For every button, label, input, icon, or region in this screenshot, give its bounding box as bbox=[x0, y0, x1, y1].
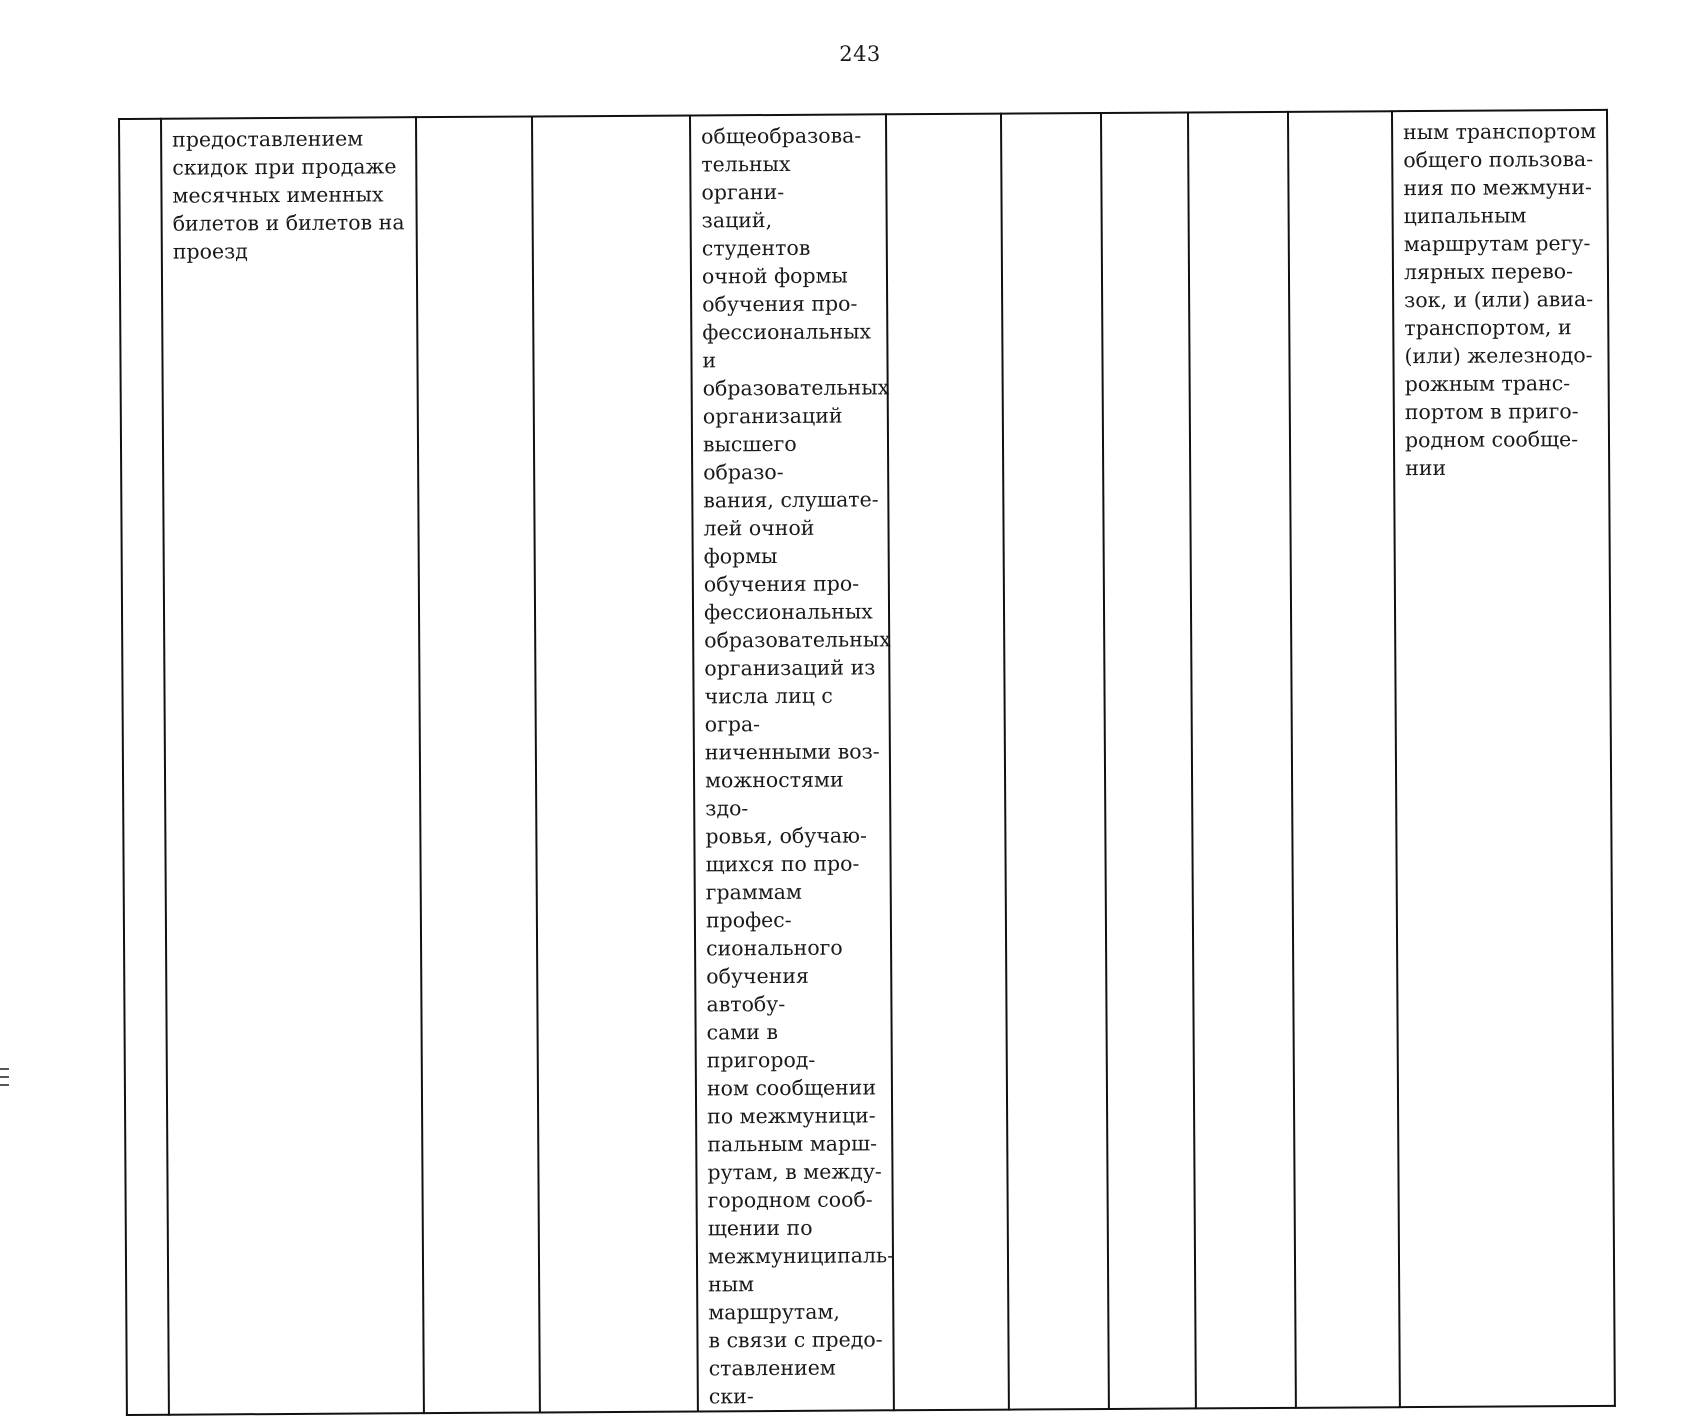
document-table bbox=[118, 109, 1616, 1416]
margin-mark bbox=[0, 1084, 9, 1086]
margin-mark bbox=[0, 1076, 9, 1078]
table-cell-6 bbox=[886, 114, 1009, 1411]
table-cell-recipients: общеобразова- тельных органи- заций, студентов очной формы обучения про- фессиональных и образовательных организаций высшего образо- вания, слушате- лей очной формы обучения про- фессиональных образовательных организаций из числа лиц с огра- ниченными воз- можностями здо- ровья, обучаю- щихся по про- граммам профес- сионального обучения автобу- сами в пригород- ном сообщении по межмуници- пальным марш- рутам, в между- городном сооб- щении по межмуниципаль- ным маршрутам, в связи с предо- ставлением ски- bbox=[690, 114, 894, 1411]
table-cell-10 bbox=[1288, 111, 1400, 1408]
scan-margin-marks bbox=[0, 1068, 9, 1092]
table-cell-7 bbox=[1001, 113, 1109, 1410]
margin-mark bbox=[0, 1068, 9, 1070]
table-row bbox=[119, 110, 1615, 1415]
page-number: 243 bbox=[839, 42, 881, 66]
table-cell-indicator: ным транспортом общего пользова- ния по межмуни- ципальным маршрутам регу- лярных перево- зок, и (или) авиа- транспортом, и (или) железнодо- рожным транс- портом в приго- родном сообще- нии bbox=[1392, 110, 1615, 1407]
table-cell-4 bbox=[532, 116, 698, 1413]
table-cell-8 bbox=[1101, 112, 1196, 1409]
table-cell-9 bbox=[1188, 112, 1296, 1409]
table-cell-3 bbox=[416, 116, 540, 1413]
table-cell-measure-name: предоставлением скидок при продаже месячных именных билетов и билетов на проезд bbox=[161, 117, 424, 1415]
